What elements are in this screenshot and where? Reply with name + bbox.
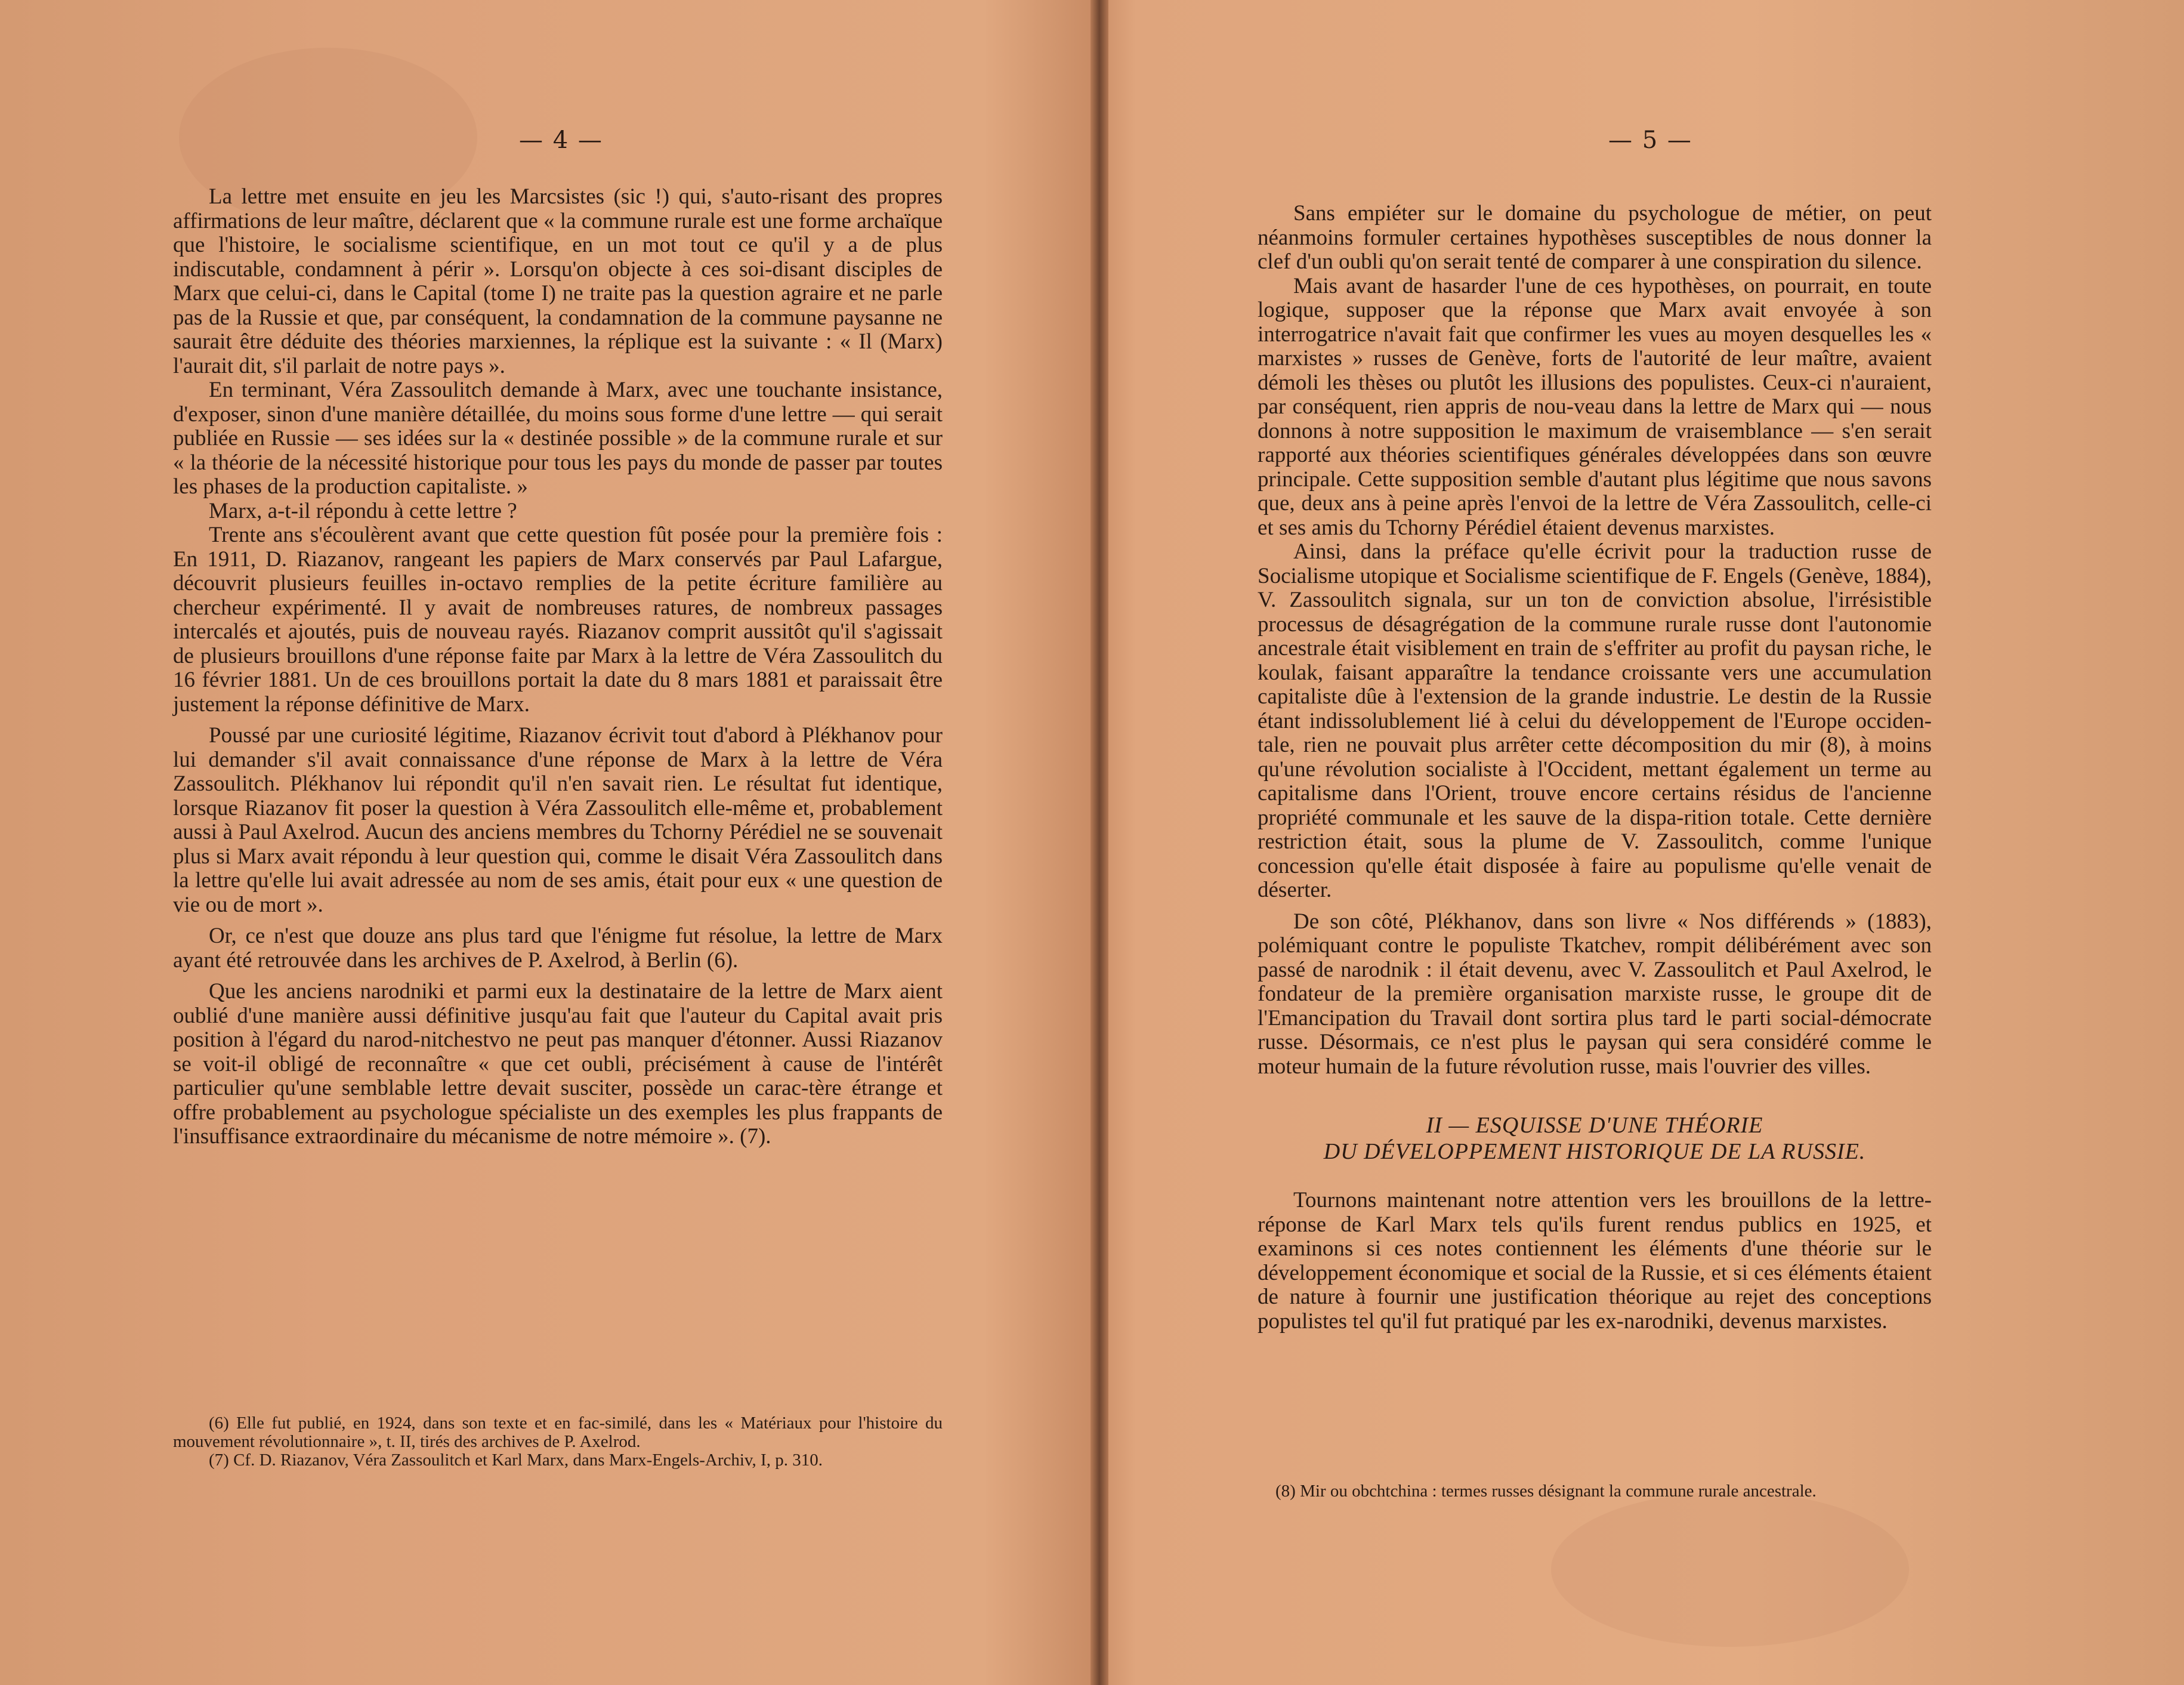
left-page-body	[173, 185, 943, 1149]
paragraph: Tournons maintenant notre attention vers les brouillons de la lettre-réponse de Karl Marx tels qu'ils furent rendus publics en 1925, et examinons si ces notes contiennent les éléments d'une théorie sur le développement économique et social de la Russie, et si ces éléments étaient de nature à fournir une justification théorique au rejet des conceptions populistes tel qu'il fut pratiqué par les ex-narodniki, devenus marxistes.	[1258, 1188, 1932, 1334]
paragraph: Or, ce n'est que douze ans plus tard que l'énigme fut résolue, la lettre de Marx ayant été retrouvée dans les archives de P. Axelrod, à Berlin (6).	[173, 924, 943, 973]
page-number: — 4 —	[519, 126, 603, 154]
right-page-footnotes	[1240, 1482, 1920, 1501]
paragraph: Ainsi, dans la préface qu'elle écrivit pour la traduction russe de Socialisme utopique et Socialisme scientifique de F. Engels (Genève, 1884), V. Zassoulitch signala, sur un ton de conviction absolue, l'irrésistible processus de désagrégation de la commune rurale russe dont l'autonomie ancestrale était visiblement en train de s'effriter au profit du paysan riche, le koulak, faisant apparaître la tendance croissante vers une accumulation capitaliste dûe à l'extension de la grande industrie. Le destin de la Russie étant indissolublement lié à celui du développement de l'Europe occiden-tale, rien ne pouvait plus arrêter cette décomposition du mir (8), à moins qu'une révolution socialiste à l'Occident, mettant également un terme au capitalisme dans l'Orient, trouve encore certains résidus de l'ancienne propriété communale et les sauve de la dispa-rition totale. Cette dernière restriction était, sous la plume de V. Zassoulitch, comme l'unique concession qu'elle était disposée à faire au populisme qu'elle venait de déserter.	[1258, 539, 1932, 902]
paragraph: La lettre met ensuite en jeu les Marcsistes (sic !) qui, s'auto-risant des propres affirmations de leur maître, déclarent que « la commune rurale est une forme archaïque que l'histoire, le socialisme scientifique, en un mot tout ce qu'il y a de plus indiscutable, condamnent à périr ». Lorsqu'on objecte à ces soi-disant disciples de Marx que celui-ci, dans le Capital (tome I) ne traite pas la question agraire et ne parle pas de la Russie et que, par conséquent, la condamnation de la commune paysanne ne saurait être déduite des théories marxiennes, la réplique est la suivante : « Il (Marx) l'aurait dit, s'il parlait de notre pays ».	[173, 184, 943, 378]
footnote: (8) Mir ou obchtchina : termes russes désignant la commune rurale ancestrale.	[1275, 1482, 1817, 1501]
paragraph: En terminant, Véra Zassoulitch demande à Marx, avec une touchante insistance, d'exposer, sinon d'une manière détaillée, du moins sous forme d'une lettre — qui serait publiée en Russie — ses idées sur la « destinée possible » de la commune rurale et sur « la théorie de la nécessité historique pour tous les pays du monde de passer par toutes les phases de la production capitaliste. »	[173, 378, 943, 499]
section-heading-line: II — ESQUISSE D'UNE THÉORIE	[1426, 1113, 1763, 1138]
footnote: (6) Elle fut publié, en 1924, dans son texte et en fac-similé, dans les « Matériaux pour l'histoire du mouvement révolutionnaire », t. II, tirés des archives de P. Axelrod.	[173, 1414, 943, 1451]
section-heading	[1258, 1112, 1932, 1165]
left-page-footnotes	[173, 1414, 943, 1470]
paragraph: Sans empiéter sur le domaine du psychologue de métier, on peut néanmoins formuler certaines hypothèses susceptibles de nous donner la clef d'un oubli qu'on serait tenté de comparer à une conspiration du silence.	[1258, 201, 1932, 274]
paragraph: Mais avant de hasarder l'une de ces hypothèses, on pourrait, en toute logique, supposer que la réponse que Marx avait envoyée à son interrogatrice n'avait fait que confirmer les vues au moyen desquelles les « marxistes » russes de Genève, forts de l'autorité de leur maître, avaient démoli les thèses ou plutôt les illusions des populistes. Ceux-ci n'auraient, par conséquent, rien appris de nou-veau dans la lettre de Marx qui — nous donnons à notre supposition le maximum de vraisemblance — s'en serait rapporté aux théories scientifiques générales développées dans son œuvre principale. Cette supposition semble d'autant plus légitime que nous savons que, deux ans à peine après l'envoi de la lettre de Véra Zassoulitch, celle-ci et ses amis du Tchorny Pérédiel étaient devenus marxistes.	[1258, 273, 1932, 540]
page-number: — 5 —	[1608, 126, 1692, 154]
left-page	[0, 0, 1091, 1685]
right-page	[1108, 0, 2184, 1685]
section-heading-line: DU DÉVELOPPEMENT HISTORIQUE DE LA RUSSIE.	[1323, 1139, 1866, 1164]
paragraph: De son côté, Plékhanov, dans son livre « Nos différends » (1883), polémiquant contre le populiste Tkatchev, rompit délibérément avec son passé de narodnik : il était devenu, avec V. Zassoulitch et Paul Axelrod, le fondateur de la première organisation marxiste russe, le groupe dit de l'Emancipation du Travail dont sortira plus tard le parti social-démocrate russe. Désormais, ce n'est plus le paysan qui sera considéré comme le moteur humain de la future révolution russe, mais l'ouvrier des villes.	[1258, 909, 1932, 1079]
paragraph: Marx, a-t-il répondu à cette lettre ?	[209, 498, 517, 523]
right-page-body	[1258, 202, 1932, 1334]
footnote: (7) Cf. D. Riazanov, Véra Zassoulitch et Karl Marx, dans Marx-Engels-Archiv, I, p. 310.	[209, 1451, 823, 1470]
book-gutter	[1091, 0, 1108, 1685]
paragraph: Poussé par une curiosité légitime, Riazanov écrivit tout d'abord à Plékhanov pour lui demander s'il avait connaissance d'une réponse de Marx à la lettre de Véra Zassoulitch. Plékhanov lui répondit qu'il n'en savait rien. Le résultat fut identique, lorsque Riazanov fit poser la question à Véra Zassoulitch elle-même et, probablement aussi à Paul Axelrod. Aucun des anciens membres du Tchorny Pérédiel ne se souvenait plus si Marx avait répondu à leur question qui, comme le disait Véra Zassoulitch dans la lettre qu'elle lui avait adressée au nom de ses amis, était pour eux « une question de vie ou de mort ».	[173, 723, 943, 917]
paragraph: Trente ans s'écoulèrent avant que cette question fût posée pour la première fois : En 1911, D. Riazanov, rangeant les papiers de Marx conservés par Paul Lafargue, découvrit plusieurs feuilles in-octavo remplies de la petite écriture familière au chercheur expérimenté. Il y avait de nombreuses ratures, de nombreux passages intercalés et ajoutés, puis de nouveau rayés. Riazanov comprit aussitôt qu'il s'agissait de plusieurs brouillons d'une réponse faite par Marx à la lettre de Véra Zassoulitch du 16 février 1881. Un de ces brouillons portait la date du 8 mars 1881 et paraissait être justement la réponse définitive de Marx.	[173, 523, 943, 717]
paragraph: Que les anciens narodniki et parmi eux la destinataire de la lettre de Marx aient oublié d'une manière aussi définitive jusqu'au fait que l'auteur du Capital avait pris position à l'égard du narod-nitchestvo ne peut pas manquer d'étonner. Aussi Riazanov se voit-il obligé de reconnaître « que cet oubli, précisément à cause de l'intérêt particulier qu'une semblable lettre devait susciter, possède un carac-tère étrange et offre probablement au psychologue spécialiste un des exemples les plus frappants de l'insuffisance extraordinaire du mécanisme de notre mémoire ». (7).	[173, 979, 943, 1149]
